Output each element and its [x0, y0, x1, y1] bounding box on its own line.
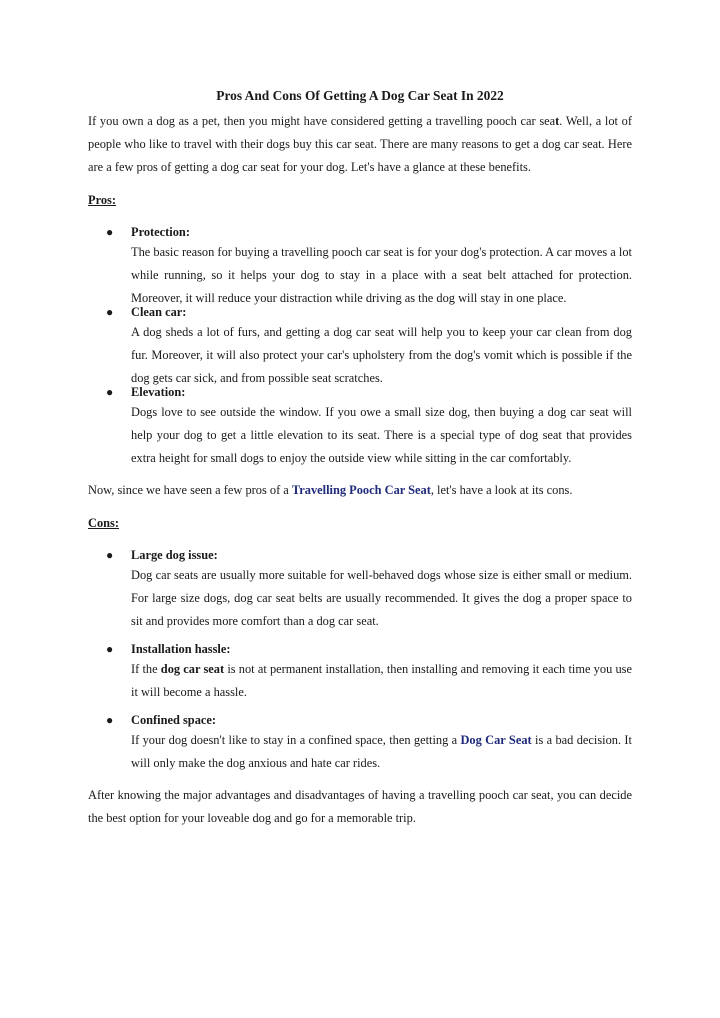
bullet-icon: ●: [106, 548, 114, 562]
item-body-end: is not at permanent installation, then installing and removing it each time you use it will become a hassle.: [131, 662, 632, 699]
intro-text-start: If you own a dog as a pet, then you might have considered getting a travelling pooch car sea: [88, 114, 556, 128]
bullet-icon: ●: [106, 305, 114, 319]
cons-list: [88, 547, 632, 775]
item-body: Dogs love to see outside the window. If you owe a small size dog, then buying a dog car seat will help your dog to get a little elevation to its seat. There is a special type of dog seat that provides extra height for small dogs to enjoy the outside view while sitting in the car comfortably.: [131, 405, 632, 465]
item-title: Elevation:: [131, 385, 186, 399]
item-title: Protection:: [131, 225, 190, 239]
pros-item-clean-car: [88, 304, 632, 390]
item-body: The basic reason for buying a travelling pooch car seat is for your dog's protection. A car moves a lot while running, so it helps your dog to stay in a place with a seat belt attached for protection. Moreover, it will reduce your distraction while driving as the dog will stay in one place.: [131, 245, 632, 305]
item-title: Confined space:: [131, 713, 217, 727]
bullet-icon: ●: [106, 713, 114, 727]
pros-item-elevation: [88, 384, 632, 470]
intro-text-bold: t: [555, 114, 560, 128]
intro-text-end: . Well, a lot of people who like to travel with their dogs buy this car seat. There are many reasons to get a dog car seat. Here are a few pros of getting a dog car seat for your dog. Let's have a glance at these benefits.: [88, 114, 632, 174]
bullet-icon: ●: [106, 385, 114, 399]
travelling-pooch-car-seat-link[interactable]: Travelling Pooch Car Seat: [291, 483, 431, 497]
item-body-bold: dog car seat: [160, 662, 225, 676]
item-body: Dog car seats are usually more suitable for well-behaved dogs whose size is either small or medium. For large size dogs, dog car seat belts are usually recommended. It gives the dog a proper space to sit and provides more comfort than a dog car seat.: [131, 568, 632, 628]
pros-list: [88, 224, 632, 470]
item-body-start: If your dog doesn't like to stay in a confined space, then getting a: [131, 733, 461, 747]
bullet-icon: ●: [106, 642, 114, 656]
item-body-end: is a bad decision. It will only make the dog anxious and hate car rides.: [131, 733, 632, 770]
item-title: Installation hassle:: [131, 642, 231, 656]
cons-item-large-dog: [88, 547, 632, 633]
transition-paragraph: [88, 479, 632, 502]
pros-heading: Pros:: [88, 193, 116, 207]
item-body: [131, 658, 632, 704]
cons-item-confined-space: [88, 712, 632, 775]
pros-item-protection: [88, 224, 632, 310]
dog-car-seat-link[interactable]: Dog Car Seat: [460, 733, 532, 747]
transition-text-end: , let's have a look at its cons.: [430, 483, 573, 497]
conclusion-paragraph: After knowing the major advantages and disadvantages of having a travelling pooch car seat, you can decide the best option for your loveable dog and go for a memorable trip.: [88, 788, 632, 825]
item-title: Clean car:: [131, 305, 187, 319]
cons-heading: Cons:: [88, 516, 119, 530]
transition-text-start: Now, since we have seen a few pros of a: [88, 483, 292, 497]
item-body-start: If the: [131, 662, 161, 676]
page-title: Pros And Cons Of Getting A Dog Car Seat In 2022: [216, 88, 504, 103]
cons-item-installation: [88, 641, 632, 704]
intro-paragraph: [88, 110, 632, 179]
item-body: [131, 729, 632, 775]
document-page: [88, 86, 632, 830]
bullet-icon: ●: [106, 225, 114, 239]
item-title: Large dog issue:: [131, 548, 218, 562]
item-body: A dog sheds a lot of furs, and getting a dog car seat will help you to keep your car clean from dog fur. Moreover, it will also protect your car's upholstery from the dog's vomit which is possible if the dog gets car sick, and from possible seat scratches.: [131, 325, 632, 385]
